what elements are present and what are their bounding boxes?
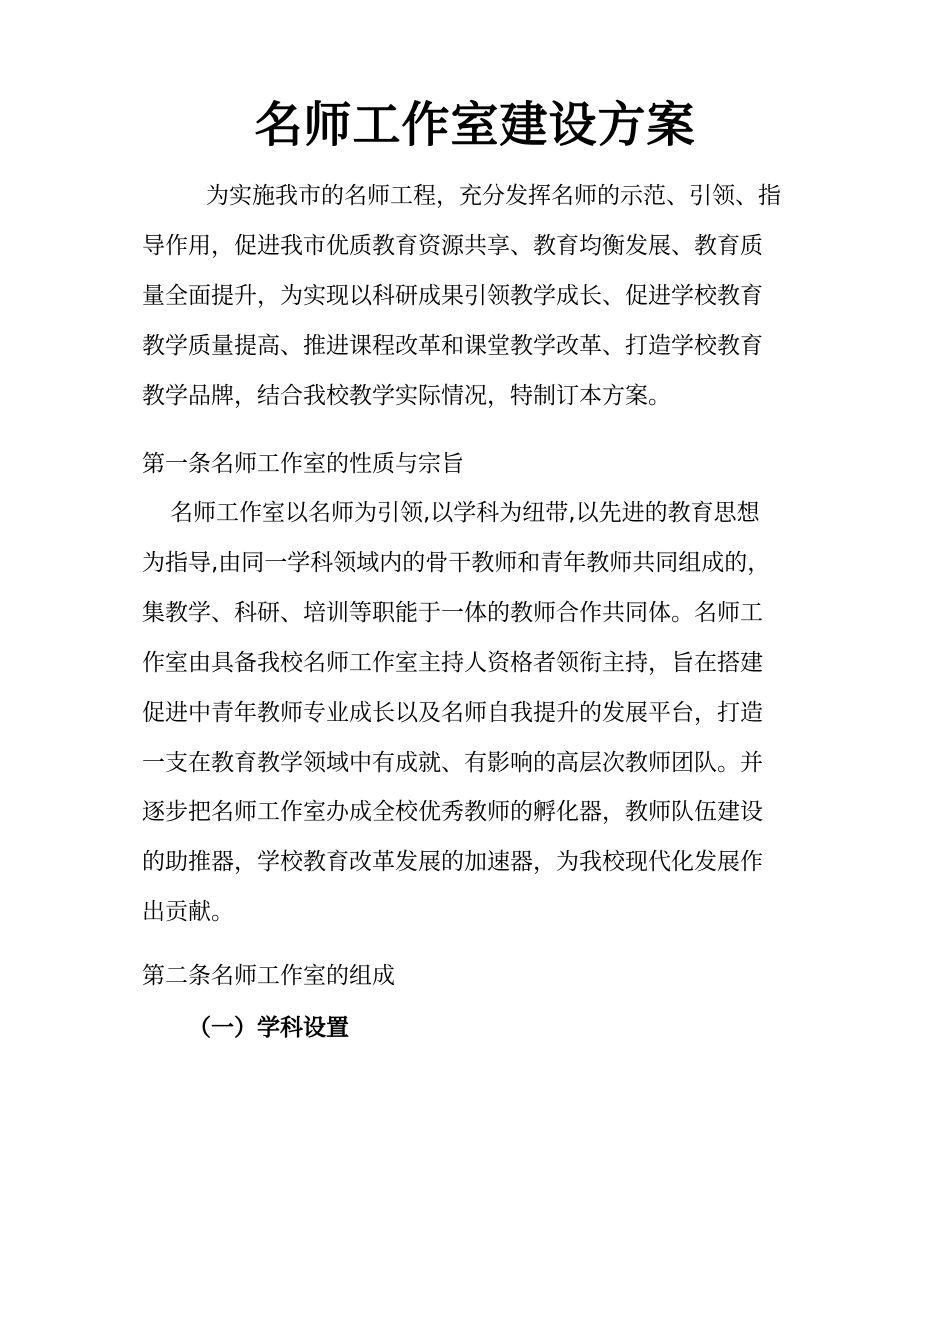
intro-line: 为实施我市的名师工程，充分发挥名师的示范、引领、指 [206, 183, 781, 209]
article2-subheading: （一）学科设置 [188, 1015, 349, 1041]
article1-line: 名师工作室以名师为引领,以学科为纽带,以先进的教育思想 [170, 500, 760, 526]
article1-line: 出贡献。 [142, 899, 234, 925]
article2-heading: 第二条名师工作室的组成 [142, 963, 395, 989]
article1-line: 一支在教育教学领域中有成就、有影响的高层次教师团队。并 [142, 750, 763, 776]
document-title: 名师工作室建设方案 [254, 97, 696, 153]
article1-line: 为指导,由同一学科领域内的骨干教师和青年教师共同组成的， [142, 550, 771, 576]
intro-line: 教学品牌，结合我校教学实际情况，特制订本方案。 [142, 383, 671, 409]
intro-line: 教学质量提高、推进课程改革和课堂教学改革、打造学校教育 [142, 333, 763, 359]
article1-heading: 第一条名师工作室的性质与宗旨 [142, 451, 464, 477]
article1-line: 逐步把名师工作室办成全校优秀教师的孵化器，教师队伍建设 [142, 799, 763, 825]
intro-line: 量全面提升，为实现以科研成果引领教学成长、促进学校教育 [142, 283, 763, 309]
article1-line: 作室由具备我校名师工作室主持人资格者领衔主持，旨在搭建 [142, 650, 763, 676]
article1-line: 促进中青年教师专业成长以及名师自我提升的发展平台，打造 [142, 700, 763, 726]
article1-line: 的助推器，学校教育改革发展的加速器，为我校现代化发展作 [142, 849, 763, 875]
intro-line: 导作用，促进我市优质教育资源共享、教育均衡发展、教育质 [142, 233, 763, 259]
article1-line: 集教学、科研、培训等职能于一体的教师合作共同体。名师工 [142, 600, 763, 626]
